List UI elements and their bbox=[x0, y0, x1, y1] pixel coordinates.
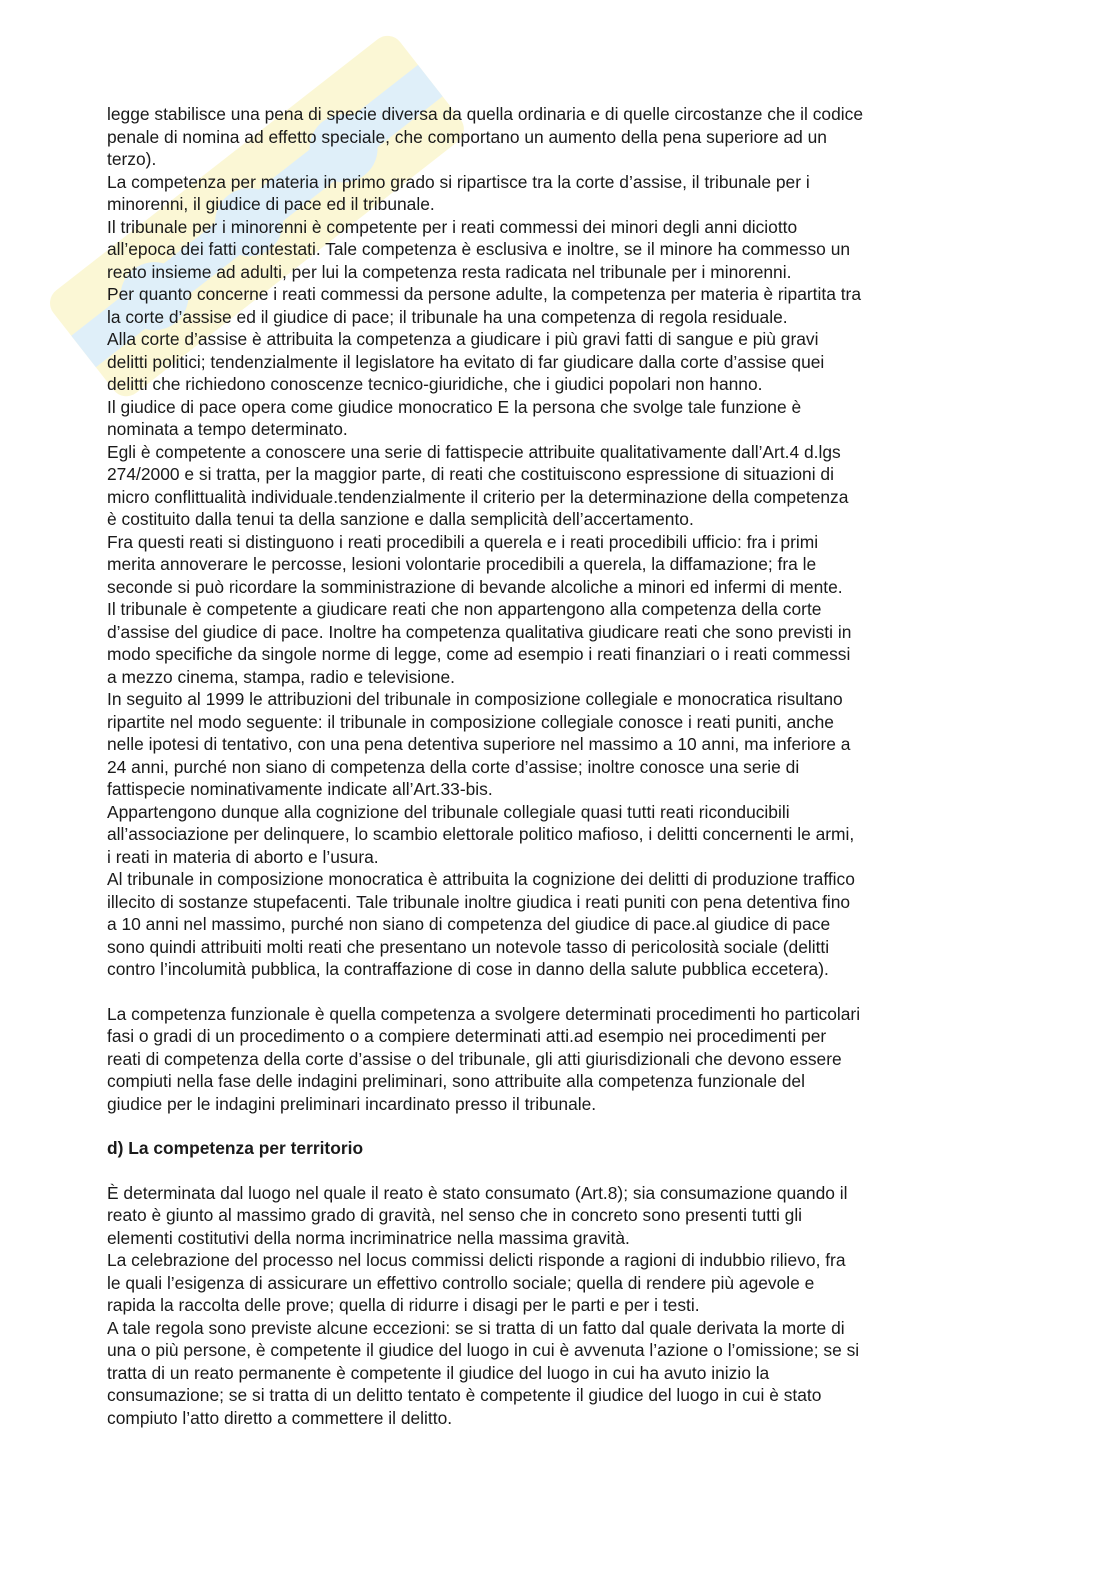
paragraph-eccezioni: A tale regola sono previste alcune eccezioni: se si tratta di un fatto dal quale derivata la morte di una o più persone, è competente il giudice del luogo in cui è avvenuta l’azione o l’omissione; se si tratta di un reato permanente è competente il giudice del luogo in cui ha avuto inizio la consumazione; se si tratta di un delitto tentato è competente il giudice del luogo in cui è stato compiuto l’atto diretto a commettere il delitto. bbox=[107, 1317, 860, 1428]
paragraph-persone-adulte: Per quanto concerne i reati commessi da persone adulte, la competenza per materia è ripartita tra la corte d’assise ed il giudice di pace; il tribunale ha una competenza di regola residuale. bbox=[107, 284, 861, 327]
paragraph-locus-commissi: La celebrazione del processo nel locus commissi delicti risponde a ragioni di indubbio rilievo, fra le quali l’esigenza di assicurare un effettivo controllo sociale; quella di rendere più agevole e rapida la raccolta delle prove; quella di ridurre i disagi per le parti e per i testi. bbox=[107, 1250, 846, 1315]
paragraph-tribunale-competente: Il tribunale è competente a giudicare reati che non appartengono alla competenza della corte d’assise del giudice di pace. Inoltre ha competenza qualitativa giudicare reati che sono previsti in modo specifiche da singole norme di legge, come ad esempio i reati finanziari o i reati commessi a mezzo cinema, stampa, radio e televisione. bbox=[107, 599, 852, 687]
paragraph-composizione-monocratica: Al tribunale in composizione monocratica è attribuita la cognizione dei delitti di produzione traffico illecito di sostanze stupefacenti. Tale tribunale inoltre giudica i reati puniti con pena detentiva fino a 10 anni nel massimo, purché non siano di competenza del giudice di pace.al giudice di pace sono quindi attribuiti molti reati che presentano un notevole tasso di pericolosità sociale (delitti contro l’incolumità pubblica, la contraffazione di cose in danno della salute pubblica eccetera). bbox=[107, 869, 855, 979]
section-heading-territorio: d) La competenza per territorio bbox=[107, 1138, 364, 1158]
paragraph-giudice-pace: Il giudice di pace opera come giudice monocratico E la persona che svolge tale funzione è nominata a tempo determinato. bbox=[107, 396, 802, 439]
paragraph-corte-assise: Alla corte d’assise è attribuita la competenza a giudicare i più gravi fatti di sangue e più gravi delitti politici; tendenzialmente il legislatore ha evitato di far giudicare dalla corte d’assise quei delitti che richiedono conoscenze tecnico-giuridiche, che i giudici popolari non hanno. bbox=[107, 329, 825, 394]
paragraph-cognizione-collegiale: Appartengono dunque alla cognizione del tribunale collegiale quasi tutti reati riconducibili all’associazione per delinquere, lo scambio elettorale politico mafioso, i delitti concernenti le armi, i reati in materia di aborto e l’usura. bbox=[107, 801, 855, 867]
document-body bbox=[107, 103, 1022, 1429]
paragraph-competenza-funzionale: La competenza funzionale è quella competenza a svolgere determinati procedimenti ho particolari fasi o gradi di un procedimento o a compiere determinati atti.ad esempio nei procedimenti per reati di competenza della corte d’assise o del tribunale, gli atti giurisdizionali che devono essere compiuti nella fase delle indagini preliminari, sono attribuite alla competenza funzionale del giudice per le indagini preliminari incardinato presso il tribunale. bbox=[107, 1003, 861, 1114]
paragraph-tribunale-minorenni: Il tribunale per i minorenni è competente per i reati commessi dei minori degli anni diciotto all’epoca dei fatti contestati. Tale competenza è esclusiva e inoltre, se il minore ha commesso un reato insieme ad adulti, per lui la competenza resta radicata nel tribunale per i minorenni. bbox=[107, 216, 851, 282]
paragraph-luogo-reato: È determinata dal luogo nel quale il reato è stato consumato (Art.8); sia consumazione quando il reato è giunto al massimo grado di gravità, nel senso che in concreto sono presenti tutti gli elementi costitutivi della norma incriminatrice nella massima gravità. bbox=[107, 1182, 848, 1248]
paragraph-competenza-materia: La competenza per materia in primo grado si ripartisce tra la corte d’assise, il tribunale per i minorenni, il giudice di pace ed il tribunale. bbox=[107, 171, 810, 214]
paragraph-specie-diversa: legge stabilisce una pena di specie diversa da quella ordinaria e di quelle circostanze che il codice penale di nomina ad effetto speciale, che comportano un aumento della pena superiore ad un terzo). bbox=[107, 104, 863, 169]
paragraph-composizione-collegiale: In seguito al 1999 le attribuzioni del tribunale in composizione collegiale e monocratica risultano ripartite nel modo seguente: il tribunale in composizione collegiale conosce i reati puniti, anche nelle ipotesi di tentativo, con una pena detentiva superiore nel massimo a 10 anni, ma inferiore a 24 anni, purché non siano di competenza della corte d’assise; inoltre conosce una serie di fattispecie nominativamente indicate all’Art.33-bis. bbox=[107, 689, 851, 799]
paragraph-fattispecie: Egli è competente a conoscere una serie di fattispecie attribuite qualitativamente dall’Art.4 d.lgs 274/2000 e si tratta, per la maggior parte, di reati che costituiscono espressione di situazioni di micro conflittualità individuale.tendenzialmente il criterio per la determinazione della competenza è costituito dalla tenui ta della sanzione e dalla semplicità dell’accertamento. bbox=[107, 441, 849, 529]
paragraph-reati-procedibili: Fra questi reati si distinguono i reati procedibili a querela e i reati procedibili ufficio: fra i primi merita annoverare le percosse, lesioni volontarie procedibili a querela, la diffamazione; fra le seconde si può ricordare la somministrazione di bevande alcoliche a minori ed infermi di mente. bbox=[107, 531, 843, 597]
